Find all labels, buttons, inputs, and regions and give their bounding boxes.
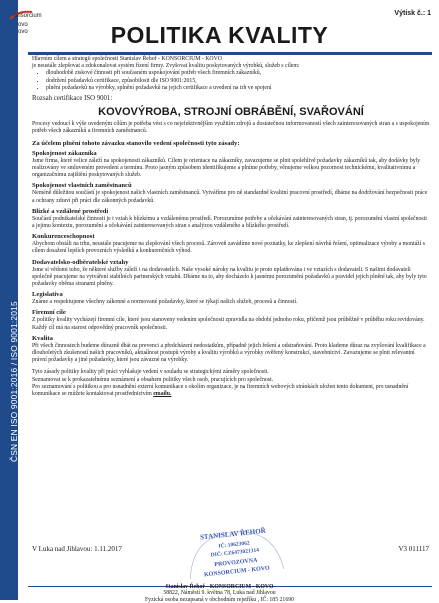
version-code: V3 011117 [398,545,429,553]
page-title: POLITIKA KVALITY [110,22,329,48]
closing-line-3 [32,384,430,398]
document-body [32,56,430,398]
stamp-name: STANISLAV ŘEHOŘ [199,526,267,542]
footer [0,584,439,603]
intro-list [32,70,430,92]
footer-company: Stanislav Řehoř - KONSORCIUM - KOVO [165,584,274,590]
lead-paragraph: Procesy vedoucí k výše uvedeným cílům je potřeba vést s co nejefektivnějším využitím zdrojů a dostatečnou informovaností všech zainteresovaných stran a s uspokojením potřeb všech zákazníků a firemních zaměstnanců. [32,121,430,135]
stamp-company: KONSORCIUM - KOVO [203,565,270,579]
stamp-ic: IČ: 10623062 [218,540,250,550]
section-heading: Blízké a vzdálené prostředí [32,207,109,215]
closing-line-1: Tyto zásady politiky kvality při práci vyhlašuje vedení v souladu se strategickými záměry společnosti. [32,369,269,376]
closing-line-2: Seznamovat se k prokazatelnému seznámení a obsahem politiky všech osob, pracujících pro společnost. [32,376,274,383]
section-quality [32,335,430,365]
footer-address: 58822, Náměstí 9. května 78, Luka nad Jihlavou [163,590,276,597]
email-link[interactable]: emailu. [153,391,172,398]
section-environment [32,208,430,230]
section-employees [32,182,430,204]
certification-scope-label: Rozsah certifikace ISO 9001: [32,95,113,103]
section-text: Neméně důležitou součástí je spokojenost našich vlastních zaměstnanců. Vytváříme pro ně standardně kvalitní pracovní prostředí, dbáme na dodržování bezpečnosti práce a ochrany zdraví při práci dle zákonných požadavků. [32,190,428,204]
section-customer [32,150,430,180]
company-stamp [180,524,290,584]
section-heading: Dodavatelsko-odběratelské vztahy [32,258,129,266]
title-rule [28,52,432,55]
section-text: Abychom obstáli na trhu, neustále pracujeme na zlepšování všech procesů. Zároveň zavádíme nové poznatky, ke zlepšení návrhů řešení, optimalizace výroby a montáží s cílem dosažení lepších provozních výsledků a konkurenčních výhod. [32,241,426,255]
logo-name: onsorcium [14,13,42,19]
section-goals [32,309,430,331]
section-heading: Kvalita [32,334,53,342]
section-heading: Spokojenost zákazníka [32,149,97,157]
sidebar-band [0,0,18,600]
section-text: Při všech činnostech budeme důrazně dbát na prevenci a předcházení nedostatkům, případně jejich řešení a odstraňování. Proto klademe důraz na zvyšování kvalifikace a dlouholetých zkušeností našich pracovníků, aktuálnost postupů výroby a kvalitu výrobků a výrobky ověřený konstrukcí, stavebnictví. Zavazujeme se plnit relevantní právní požadavky a jiné požadavky, které jsou závazné na výrobky. [32,342,426,364]
principles-heading: Za účelem plnění tohoto závazku stanovilo vedení společnosti tyto zásady: [32,139,240,147]
intro-item: • dodržení požadavků certifikace, způsobilosti dle ISO 9001:2015, [46,78,430,85]
section-text: Jsme si vědomi toho, že některé služby záleží i na dodavatelích. Naše vysoké nároky na kvalitu je proto uplatňována i ve vztazích s dodavateli. S našimi dodavateli společně pracujeme na vytváření stabilních partnerských vztahů. Dbáme na to, aby docházelo k jasnému porozumění požadavků a pravidel jejich plnění tak, aby byly tyto požadavky oběma stranami plněny. [32,266,427,288]
section-heading: Konkurenceschopnost [32,233,95,241]
section-text: Známe a respektujeme všechny zákonné a normované požadavky, které se týkají našich služeb, procesů a činností. [32,299,298,306]
section-heading: Firemní cíle [32,309,66,317]
signature-date: V Luka nad Jihlavou: 1.11.2017 [32,545,122,553]
sidebar-standard-text: ČSN EN ISO 9001:2016 / ISO 9001:2015 [9,301,19,462]
section-text: Součástí podnikatelské činnosti je i vztah k blízkému a vzdálenému prostředí. Porozumíme potřeby a očekávání zainteresovaných stran, tj. porozumění vlastní společnosti a jejímu kontextu, porozumění a očekávání zainteresovaných stran s analýzou vzdáleného a blízkého prostředí. [32,215,427,230]
section-text: Jsme firma, které velice záleží na spokojenosti zákazníků. Cílem je orientace na zákazníky, zavazujeme se plnit spolehlivě požadavky zákazníků tak, aby dodávky byly realizovány ve smluveném provedení a termínu. Proto jasným způsobem identifikujeme a plníme potřeby, věnujeme velkou pozornost technickému, kvalitativnímu a organizačnímu zajištění poskytovaných služeb. [32,157,421,179]
section-heading: Spokojenost vlastních zaměstnanců [32,182,132,190]
issue-number: Výtisk č.: 1 [394,10,431,17]
intro-line-1: Hlavním cílem a strategií společnosti Stanislav Řehoř - KONSORCIUM - KOVO [32,56,222,62]
intro-item: • plnění požadavků na výrobky, splnění požadavků na jejich certifikace a uvedení na trh ve spojení [46,85,430,92]
section-competitiveness [32,233,430,255]
intro-line-2: je neustále zlepšovat a zdokonalovat systém řízení firmy. Zvyšovat kvalitu poskytovaných výrobků, služeb s cílem: [32,63,300,70]
section-suppliers [32,259,430,289]
section-text: Z politiky kvality vycházejí firemní cíle, které jsou stanoveny vedením společnosti zpravidla na období jednoho roku, přičemž jsou průběžně v průběhu roku revidovány. Každý cíl má na starost odpovědný pracovník společnosti. [32,317,425,331]
footer-registry: Fyzická osoba nezapsaná v obchodním rejstříku , IČ: 185 21690 [144,596,295,603]
certification-scope: KOVOVÝROBA, STROJNÍ OBRÁBĚNÍ, SVAŘOVÁNÍ [98,106,364,119]
logo-suffix-2: ovo [18,29,28,35]
section-legislation [32,291,430,306]
closing-line-3-text: Pro seznamování s politikou a pro usnadnění externí komunikace s okolím organizace, je na firemních webových stránkách uložen tento dokument, pro usnadnění komunikace se můžete kontaktovat prostřednictvím [32,383,409,398]
closing-paragraph [32,369,430,398]
intro-item: • dlouhodobě ziskové činnosti při současném uspokojování potřeb všech firemních zákazníků, [46,70,430,77]
stamp-line: PROVOZOVNA [214,557,258,569]
logo-suffix: ovo [18,22,28,28]
stamp-dic: DIČ: CZ6473021314 [210,547,260,559]
section-heading: Legislativa [32,291,63,299]
